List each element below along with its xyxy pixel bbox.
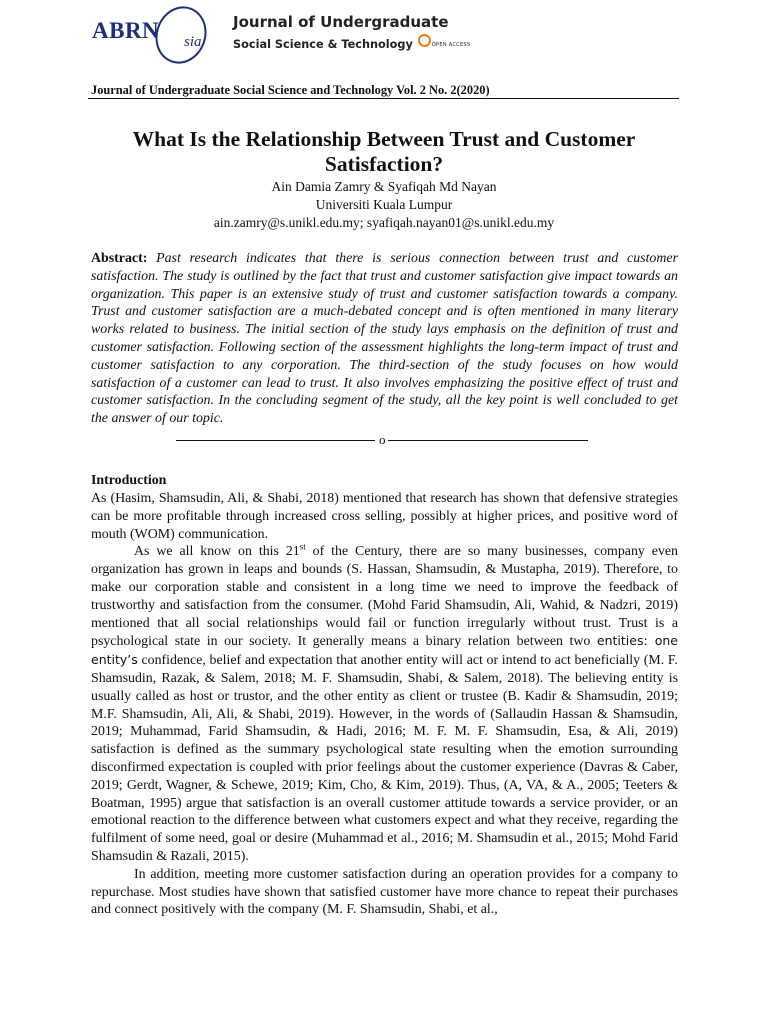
separator-line-right xyxy=(388,440,588,441)
paragraph-text: of the Century, there are so many businesses, company even organization has grown in leaps and bounds (S. Hassan, Shamsudin, & Mustapha, 2019). Therefore, to make our corporation stable and consistent in a long time we need to improve the feedback of trustworthy and satisfaction from the consumer. (Mohd Farid Shamsudin, Ali, Wahid, & Nadzri, 2019) mentioned that all social relationships would fail or function irregularly without trust. Trust is a psychological state in our society. It generally means a binary relation between two xyxy=(91,544,678,650)
authors: Ain Damia Zamry & Syafiqah Md Nayan xyxy=(271,179,497,194)
paragraph xyxy=(91,543,678,865)
paper-title: What Is the Relationship Between Trust and Customer Satisfaction? xyxy=(132,127,636,176)
abstract-label: Abstract: xyxy=(91,251,148,266)
introduction-heading: Introduction xyxy=(91,473,167,488)
journal-name: Journal of Undergraduate xyxy=(233,13,449,31)
logo-ring-icon xyxy=(148,0,215,71)
journal-subtitle-text: Social Science & Technology xyxy=(233,38,413,51)
paragraph-text: entities: one entity’s xyxy=(91,633,678,668)
logo-abrn-text: ABRN xyxy=(92,18,160,43)
journal-logo xyxy=(92,6,242,68)
open-access-icon xyxy=(418,34,431,47)
logo-suffix-text: sia xyxy=(184,34,202,50)
paragraph-text: As we all know on this 21 xyxy=(134,544,300,560)
paragraph: In addition, meeting more customer satisfaction during an operation provides for a company to repurchase. Most studies have shown that satisfied customer have more chance to repeat their purchases and connect positively with the company (M. F. Shamsudin, Shabi, et al., xyxy=(91,866,678,918)
open-access-label: OPEN ACCESS xyxy=(431,42,471,48)
paragraph: As (Hasim, Shamsudin, Ali, & Shabi, 2018) mentioned that research has shown that defensive strategies can be more profitable through increased cross selling, possibly at higher prices, and positive word of mouth (WOM) communication. xyxy=(91,491,678,542)
abstract-separator xyxy=(176,431,588,445)
affiliation: Universiti Kuala Lumpur xyxy=(315,197,453,212)
paragraph-text: confidence, belief and expectation that another entity will act or intend to act beneficially (M. F. Shamsudin, Razak, & Salem, 2018; M. F. Shamsudin, Shabi, & Salem, 2018). The believing entity is usually called as host or trustor, and the other entity as client or trustee (B. Kadir & Shamsudin, 2019; M.F. Shamsudin, Ali, Ali, & Shabi, 2019). However, in the words of (Sallaudin Hassan & Shamsudin, 2019; Muhammad, Farid Shamsudin, & Hadi, 2016; M. F. M. F. Shamsudin, Esa, & Ali, 2019) satisfaction is defined as the summary psychological state resulting when the emotion surrounding disconfirmed expectation is coupled with prior feelings about the customer experience (Davras & Caber, 2019; Gerdt, Wagner, & Schewe, 2019; Kim, Cho, & Kim, 2019). Thus, (A, VA, & A., 2005; Teeters & Boatman, 1995) argue that satisfaction is an overall customer attitude towards a service provider, or an emotional reaction to the difference between what customers expect and what they receive, regarding the fulfilment of some need, goal or desire (Muhammad et al., 2016; M. Shamsudin et al., 2015; Mohd Farid Shamsudin & Razali, 2015). xyxy=(91,653,678,864)
journal-subtitle xyxy=(233,34,470,51)
superscript: st xyxy=(299,541,306,552)
abstract xyxy=(91,250,678,428)
running-head: Journal of Undergraduate Social Science and Technology Vol. 2 No. 2(2020) xyxy=(91,83,490,97)
abstract-text: Past research indicates that there is serious connection between trust and customer satisfaction. The study is outlined by the fact that trust and customer satisfaction give impact towards an organization. This paper is an extensive study of trust and customer satisfaction towards a company. Trust and customer satisfaction are a much-debated concept and is often mentioned in many literary works related to business. The initial section of the study lays emphasis on the definition of trust and customer satisfaction. Following section of the assessment highlights the long-term impact of trust and customer satisfaction to any corporation. The third-section of the study focuses on how would satisfaction of a customer can lead to trust. It also involves emphasizing the positive effect of trust and customer satisfaction. In the concluding segment of the study, all the key point is well concluded to get the answer of our topic. xyxy=(91,251,678,427)
separator-line-left xyxy=(176,440,375,441)
separator-circle: o xyxy=(379,432,386,447)
header-rule xyxy=(88,98,679,99)
author-emails: ain.zamry@s.unikl.edu.my; syafiqah.nayan01@s.unikl.edu.my xyxy=(213,215,555,230)
introduction-body xyxy=(91,490,678,919)
open-access-badge xyxy=(417,42,471,48)
